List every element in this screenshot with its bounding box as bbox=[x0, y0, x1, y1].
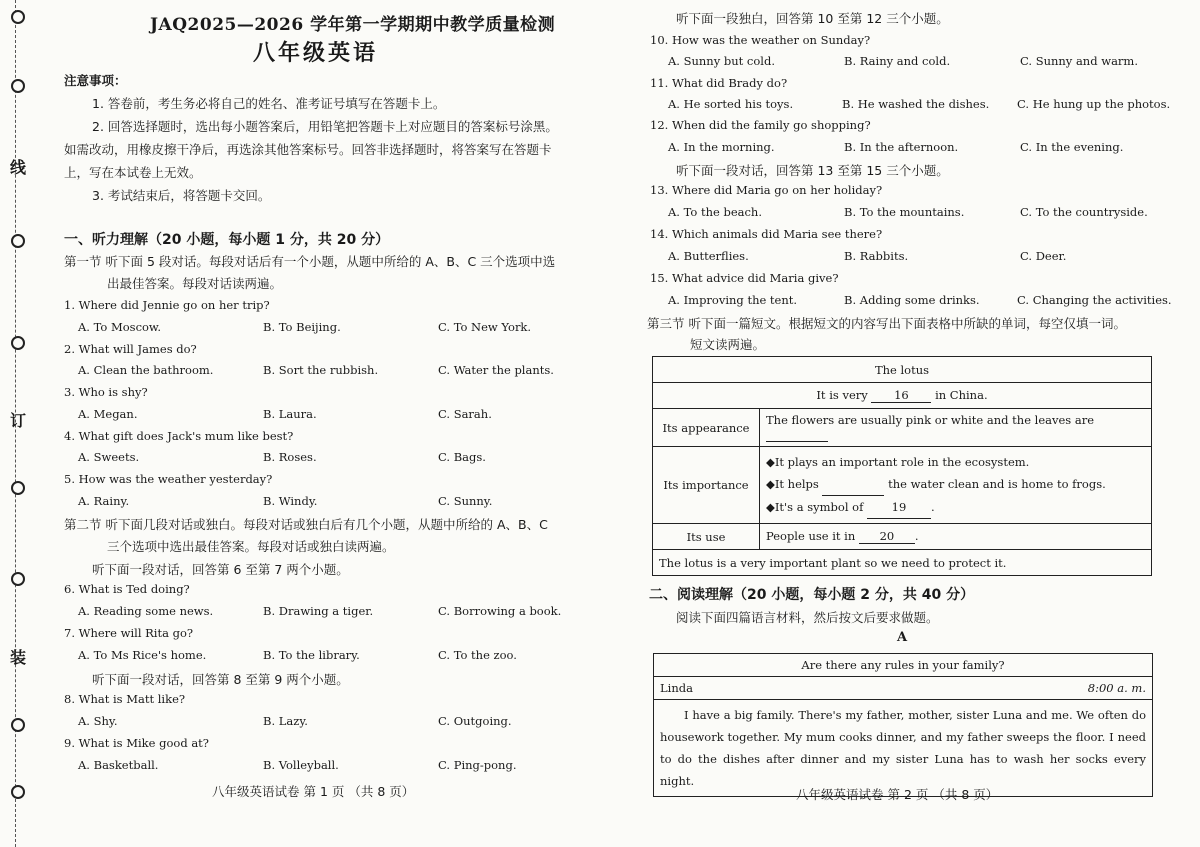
q14-option-b: B. Rabbits. bbox=[844, 249, 909, 263]
q5-option-c: C. Sunny. bbox=[438, 494, 493, 508]
question-1: 1. Where did Jennie go on her trip? bbox=[64, 298, 270, 312]
q4-option-c: C. Bags. bbox=[438, 450, 486, 464]
q10-option-c: C. Sunny and warm. bbox=[1020, 54, 1138, 68]
binding-hole bbox=[11, 785, 25, 799]
blank-20: 20 bbox=[859, 529, 915, 544]
section1-instruction-cont: 出最佳答案。每段对话读两遍。 bbox=[107, 276, 283, 291]
page-1-footer: 八年级英语试卷 第 1 页 （共 8 页） bbox=[212, 784, 415, 799]
question-11: 11. What did Brady do? bbox=[650, 76, 788, 90]
appearance-cell bbox=[760, 409, 1152, 447]
question-15: 15. What advice did Maria give? bbox=[650, 271, 839, 285]
passage-author: Linda bbox=[660, 681, 693, 695]
q7-option-a: A. To Ms Rice's home. bbox=[78, 648, 207, 662]
q12-option-a: A. In the morning. bbox=[668, 140, 775, 154]
blank-19: 19 bbox=[867, 496, 931, 519]
q7-option-b: B. To the library. bbox=[263, 648, 360, 662]
subject-title: 八年级英语 bbox=[253, 40, 379, 66]
q8-option-c: C. Outgoing. bbox=[438, 714, 512, 728]
importance-label: Its importance bbox=[653, 447, 760, 524]
part2-heading: 二、阅读理解（20 小题，每小题 2 分，共 40 分） bbox=[649, 587, 975, 603]
importance-point-2 bbox=[766, 473, 1145, 496]
monologue-10-12-instruction: 听下面一段独白，回答第 10 至第 12 三个小题。 bbox=[676, 11, 949, 26]
notes-item-2-cont: 如需改动，用橡皮擦干净后，再选涂其他答案标号。回答非选择题时，将答案写在答题卡 bbox=[64, 142, 552, 157]
notes-item-2: 2. 回答选择题时，选出每小题答案后，用铅笔把答题卡上对应题目的答案标号涂黑。 bbox=[92, 119, 558, 134]
q13-option-a: A. To the beach. bbox=[668, 205, 762, 219]
binding-margin bbox=[0, 0, 40, 847]
q12-option-b: B. In the afternoon. bbox=[844, 140, 959, 154]
passage-title: Are there any rules in your family? bbox=[654, 654, 1152, 677]
question-14: 14. Which animals did Maria see there? bbox=[650, 227, 883, 241]
lotus-table bbox=[652, 356, 1152, 576]
passage-a-box bbox=[653, 653, 1153, 797]
notes-heading: 注意事项： bbox=[64, 73, 127, 88]
use-text-end: . bbox=[914, 529, 919, 543]
exam-title: JAQ2025—2026 学年第一学期期中教学质量检测 bbox=[150, 15, 556, 35]
part2-instruction: 阅读下面四篇语言材料，然后按文后要求做题。 bbox=[676, 610, 939, 625]
q2-option-c: C. Water the plants. bbox=[438, 363, 554, 377]
q11-option-c: C. He hung up the photos. bbox=[1017, 97, 1171, 111]
binding-hole bbox=[11, 718, 25, 732]
page-2-footer: 八年级英语试卷 第 2 页 （共 8 页） bbox=[796, 787, 999, 802]
q3-option-c: C. Sarah. bbox=[438, 407, 492, 421]
q8-option-b: B. Lazy. bbox=[263, 714, 308, 728]
question-2: 2. What will James do? bbox=[64, 342, 197, 356]
question-10: 10. How was the weather on Sunday? bbox=[650, 33, 871, 47]
importance-point-2-start: ◆It helps bbox=[766, 477, 819, 491]
lotus-row1-text-end: in China. bbox=[935, 388, 988, 402]
binding-hole bbox=[11, 79, 25, 93]
passage-time: 8:00 a. m. bbox=[1087, 681, 1146, 695]
q9-option-b: B. Volleyball. bbox=[263, 758, 339, 772]
blank-17 bbox=[766, 427, 828, 442]
q2-option-a: A. Clean the bathroom. bbox=[78, 363, 214, 377]
importance-point-3-start: ◆It's a symbol of bbox=[766, 500, 864, 514]
binding-hole bbox=[11, 10, 25, 24]
question-4: 4. What gift does Jack's mum like best? bbox=[64, 429, 294, 443]
binding-label-zhuang: 装 bbox=[10, 648, 27, 667]
notes-item-3: 3. 考试结束后，将答题卡交回。 bbox=[92, 188, 271, 203]
binding-hole bbox=[11, 481, 25, 495]
q6-option-b: B. Drawing a tiger. bbox=[263, 604, 374, 618]
q11-option-b: B. He washed the dishes. bbox=[842, 97, 990, 111]
question-7: 7. Where will Rita go? bbox=[64, 626, 194, 640]
q1-option-b: B. To Beijing. bbox=[263, 320, 341, 334]
section2-instruction: 第二节 听下面几段对话或独白。每段对话或独白后有几个小题，从题中所给的 A、B、C bbox=[64, 517, 548, 532]
binding-hole bbox=[11, 336, 25, 350]
blank-18 bbox=[822, 473, 884, 496]
q12-option-c: C. In the evening. bbox=[1020, 140, 1124, 154]
q15-option-b: B. Adding some drinks. bbox=[844, 293, 980, 307]
notes-item-1: 1. 答卷前，考生务必将自己的姓名、准考证号填写在答题卡上。 bbox=[92, 96, 446, 111]
q15-option-a: A. Improving the tent. bbox=[668, 293, 798, 307]
lotus-conclusion: The lotus is a very important plant so we need to protect it. bbox=[653, 550, 1152, 576]
passage-body: I have a big family. There's my father, mother, sister Luna and me. We often do housework together. My mum cooks dinner, and my father sweeps the floor. I need to do the dishes after dinner and my sister Luna has to wash her socks every night. bbox=[660, 708, 1146, 788]
q6-option-c: C. Borrowing a book. bbox=[438, 604, 562, 618]
section1-instruction: 第一节 听下面 5 段对话。每段对话后有一个小题，从题中所给的 A、B、C 三个选项中选 bbox=[64, 254, 556, 269]
q7-option-c: C. To the zoo. bbox=[438, 648, 517, 662]
dialogue-6-7-instruction: 听下面一段对话，回答第 6 至第 7 两个小题。 bbox=[92, 562, 349, 577]
section3-instruction: 第三节 听下面一篇短文。根据短文的内容写出下面表格中所缺的单词，每空仅填一词。 bbox=[647, 316, 1126, 331]
use-text: People use it in bbox=[766, 529, 856, 543]
use-cell bbox=[760, 524, 1152, 550]
question-3: 3. Who is shy? bbox=[64, 385, 148, 399]
importance-cell bbox=[760, 447, 1152, 524]
question-13: 13. Where did Maria go on her holiday? bbox=[650, 183, 883, 197]
appearance-label: Its appearance bbox=[653, 409, 760, 447]
q13-option-c: C. To the countryside. bbox=[1020, 205, 1148, 219]
passage-meta bbox=[654, 677, 1152, 700]
question-12: 12. When did the family go shopping? bbox=[650, 118, 871, 132]
appearance-text: The flowers are usually pink or white and the leaves are bbox=[766, 413, 1095, 427]
lotus-row1-text: It is very bbox=[816, 388, 868, 402]
q11-option-a: A. He sorted his toys. bbox=[668, 97, 794, 111]
section2-instruction-cont: 三个选项中选出最佳答案。每段对话或独白读两遍。 bbox=[107, 539, 395, 554]
q1-option-a: A. To Moscow. bbox=[78, 320, 162, 334]
q1-option-c: C. To New York. bbox=[438, 320, 532, 334]
dialogue-8-9-instruction: 听下面一段对话，回答第 8 至第 9 两个小题。 bbox=[92, 672, 349, 687]
lotus-row-popularity bbox=[653, 383, 1152, 409]
passage-label: A bbox=[897, 630, 908, 645]
q13-option-b: B. To the mountains. bbox=[844, 205, 965, 219]
binding-hole bbox=[11, 572, 25, 586]
lotus-table-title: The lotus bbox=[653, 357, 1152, 383]
q3-option-a: A. Megan. bbox=[78, 407, 138, 421]
binding-label-ding: 订 bbox=[10, 411, 27, 430]
q9-option-c: C. Ping-pong. bbox=[438, 758, 517, 772]
question-8: 8. What is Matt like? bbox=[64, 692, 186, 706]
notes-item-2-end: 上，写在本试卷上无效。 bbox=[64, 165, 202, 180]
question-6: 6. What is Ted doing? bbox=[64, 582, 190, 596]
q5-option-a: A. Rainy. bbox=[78, 494, 130, 508]
binding-hole bbox=[11, 234, 25, 248]
blank-16: 16 bbox=[871, 388, 931, 403]
part1-heading: 一、听力理解（20 小题，每小题 1 分，共 20 分） bbox=[64, 232, 390, 248]
q15-option-c: C. Changing the activities. bbox=[1017, 293, 1172, 307]
q9-option-a: A. Basketball. bbox=[78, 758, 159, 772]
q8-option-a: A. Shy. bbox=[78, 714, 118, 728]
q6-option-a: A. Reading some news. bbox=[78, 604, 214, 618]
q4-option-b: B. Roses. bbox=[263, 450, 317, 464]
q2-option-b: B. Sort the rubbish. bbox=[263, 363, 379, 377]
importance-point-2-end: the water clean and is home to frogs. bbox=[888, 477, 1106, 491]
question-5: 5. How was the weather yesterday? bbox=[64, 472, 273, 486]
q14-option-a: A. Butterflies. bbox=[668, 249, 749, 263]
importance-point-3 bbox=[766, 496, 1145, 519]
importance-point-3-end: . bbox=[931, 500, 935, 514]
use-label: Its use bbox=[653, 524, 760, 550]
q10-option-a: A. Sunny but cold. bbox=[668, 54, 775, 68]
q3-option-b: B. Laura. bbox=[263, 407, 317, 421]
q5-option-b: B. Windy. bbox=[263, 494, 318, 508]
q10-option-b: B. Rainy and cold. bbox=[844, 54, 951, 68]
binding-label-xian: 线 bbox=[10, 158, 27, 177]
q14-option-c: C. Deer. bbox=[1020, 249, 1067, 263]
dialogue-13-15-instruction: 听下面一段对话，回答第 13 至第 15 三个小题。 bbox=[676, 163, 949, 178]
importance-point-1: ◆It plays an important role in the ecosystem. bbox=[766, 455, 1030, 469]
question-9: 9. What is Mike good at? bbox=[64, 736, 209, 750]
section3-instruction-cont: 短文读两遍。 bbox=[690, 337, 766, 352]
q4-option-a: A. Sweets. bbox=[78, 450, 140, 464]
